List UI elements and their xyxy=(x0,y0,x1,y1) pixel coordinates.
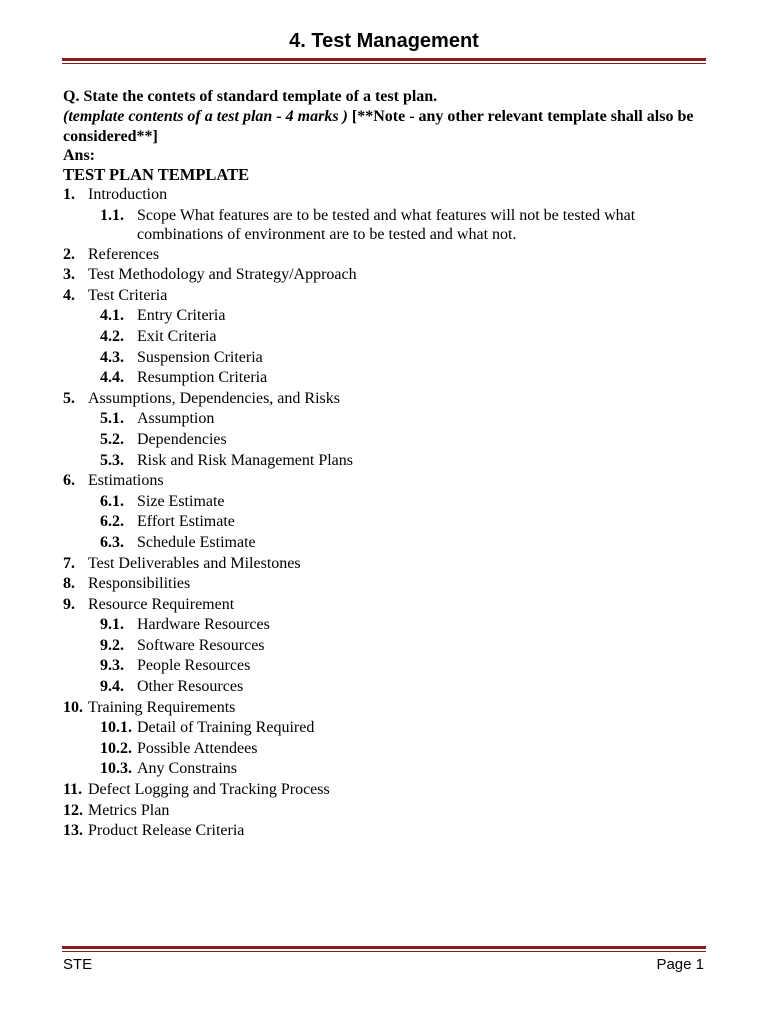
outline-item-number: 11. xyxy=(63,781,83,799)
outline-subitem-label: Risk and Risk Management Plans xyxy=(137,451,353,469)
outline-subitem-label: Detail of Training Required xyxy=(137,719,315,737)
outline-subitem-number: 1.1. xyxy=(100,206,124,224)
outline-item-number: 9. xyxy=(63,595,75,613)
outline-subitem-number: 9.3. xyxy=(100,657,124,675)
outline-subitem-label: Entry Criteria xyxy=(137,307,226,325)
outline-item xyxy=(63,389,708,410)
outline-subitem xyxy=(63,451,708,472)
outline-item-label: Estimations xyxy=(88,472,164,490)
outline-subitem-number: 5.2. xyxy=(100,430,124,448)
outline-subitem-number: 10.1. xyxy=(100,719,132,737)
question-text: Q. State the contets of standard template of a test plan. xyxy=(63,88,438,105)
outline-item xyxy=(63,471,708,492)
question-note xyxy=(63,107,708,147)
outline-item-label: Introduction xyxy=(88,186,168,203)
template-outline xyxy=(63,185,708,842)
outline-subitem-label: Exit Criteria xyxy=(137,327,217,345)
outline-subitem xyxy=(63,512,708,533)
outline-item-label: Responsibilities xyxy=(88,575,191,593)
outline-subitem-number: 6.1. xyxy=(100,492,124,510)
outline-subitem xyxy=(63,533,708,554)
outline-subitem xyxy=(63,430,708,451)
outline-item-number: 3. xyxy=(63,266,75,284)
outline-subitem-number: 9.1. xyxy=(100,616,124,634)
outline-subitem-label: Suspension Criteria xyxy=(137,348,263,366)
outline-subitem-label: Any Constrains xyxy=(137,760,237,778)
outline-subitem-number: 5.1. xyxy=(100,410,124,428)
outline-subitem-label: Other Resources xyxy=(137,678,244,696)
outline-subitem-number: 4.4. xyxy=(100,369,124,387)
outline-subitem xyxy=(63,327,708,348)
outline-item-number: 6. xyxy=(63,472,75,490)
outline-item-number: 2. xyxy=(63,245,75,263)
outline-item-label: Test Methodology and Strategy/Approach xyxy=(88,266,357,284)
outline-subitem-label: Schedule Estimate xyxy=(137,533,256,551)
outline-subitem-label: Effort Estimate xyxy=(137,513,235,531)
outline-item-number: 4. xyxy=(63,286,75,304)
outline-item xyxy=(63,574,708,595)
outline-subitem xyxy=(63,718,708,739)
answer-label: Ans: xyxy=(63,147,96,164)
outline-subitem-label: People Resources xyxy=(137,657,251,675)
outline-subitem-number: 4.1. xyxy=(100,307,124,325)
outline-item-label: References xyxy=(88,245,160,263)
outline-subitem-label: Resumption Criteria xyxy=(137,369,268,387)
outline-subitem-number: 9.2. xyxy=(100,636,124,654)
outline-subitem-label: Dependencies xyxy=(137,430,227,448)
outline-item-label: Training Requirements xyxy=(88,698,236,716)
outline-item-number: 12. xyxy=(63,801,83,819)
outline-item-label: Test Deliverables and Milestones xyxy=(88,554,301,572)
outline-item xyxy=(63,185,708,206)
marks-note: (template contents of a test plan - 4 marks ) xyxy=(63,108,348,125)
outline-item-label: Assumptions, Dependencies, and Risks xyxy=(88,389,340,407)
outline-subitem-label: Scope What features are to be tested and what features will not be tested what combinations of environment are to be tested and what not. xyxy=(137,206,636,244)
outline-item xyxy=(63,595,708,616)
page-number: Page 1 xyxy=(656,956,704,973)
document-body xyxy=(63,87,708,842)
outline-item-label: Test Criteria xyxy=(88,286,168,304)
outline-item xyxy=(63,554,708,575)
outline-item-number: 1. xyxy=(63,186,75,203)
outline-subitem xyxy=(63,368,708,389)
outline-subitem-label: Possible Attendees xyxy=(137,739,258,757)
outline-subitem xyxy=(63,759,708,780)
outline-subitem-label: Hardware Resources xyxy=(137,616,270,634)
outline-subitem xyxy=(63,409,708,430)
outline-item xyxy=(63,801,708,822)
outline-subitem-label: Assumption xyxy=(137,410,215,428)
outline-item-label: Product Release Criteria xyxy=(88,822,245,840)
outline-item xyxy=(63,698,708,719)
outline-subitem-label: Software Resources xyxy=(137,636,265,654)
outline-subitem xyxy=(63,739,708,760)
outline-subitem-number: 4.3. xyxy=(100,348,124,366)
outline-subitem xyxy=(63,492,708,513)
outline-subitem-number: 6.3. xyxy=(100,533,124,551)
outline-subitem xyxy=(63,206,708,245)
outline-subitem xyxy=(63,306,708,327)
outline-item xyxy=(63,821,708,842)
footer-rule xyxy=(62,946,706,952)
outline-subitem-number: 6.2. xyxy=(100,513,124,531)
outline-item xyxy=(63,265,708,286)
outline-item-number: 5. xyxy=(63,389,75,407)
outline-subitem xyxy=(63,677,708,698)
page-title: 4. Test Management xyxy=(289,30,479,52)
outline-subitem-label: Size Estimate xyxy=(137,492,225,510)
header-rule xyxy=(62,58,706,64)
outline-item-label: Resource Requirement xyxy=(88,595,235,613)
outline-item-number: 10. xyxy=(63,698,83,716)
outline-subitem-number: 9.4. xyxy=(100,678,124,696)
outline-subitem-number: 10.3. xyxy=(100,760,132,778)
outline-subitem-number: 4.2. xyxy=(100,327,124,345)
relevance-note: [**Note - any other relevant template shall also be considered**] xyxy=(63,108,694,145)
outline-item-number: 7. xyxy=(63,554,75,572)
outline-subitem-number: 5.3. xyxy=(100,451,124,469)
outline-subitem-number: 10.2. xyxy=(100,739,132,757)
outline-item-label: Defect Logging and Tracking Process xyxy=(88,781,330,799)
outline-item xyxy=(63,780,708,801)
outline-subitem xyxy=(63,656,708,677)
outline-item xyxy=(63,245,708,266)
outline-item-label: Metrics Plan xyxy=(88,801,170,819)
outline-item xyxy=(63,286,708,307)
outline-subitem xyxy=(63,615,708,636)
outline-item-number: 8. xyxy=(63,575,75,593)
outline-item-number: 13. xyxy=(63,822,83,840)
footer-subject: STE xyxy=(63,956,93,973)
outline-subitem xyxy=(63,636,708,657)
outline-subitem xyxy=(63,348,708,369)
template-title: TEST PLAN TEMPLATE xyxy=(63,165,250,184)
